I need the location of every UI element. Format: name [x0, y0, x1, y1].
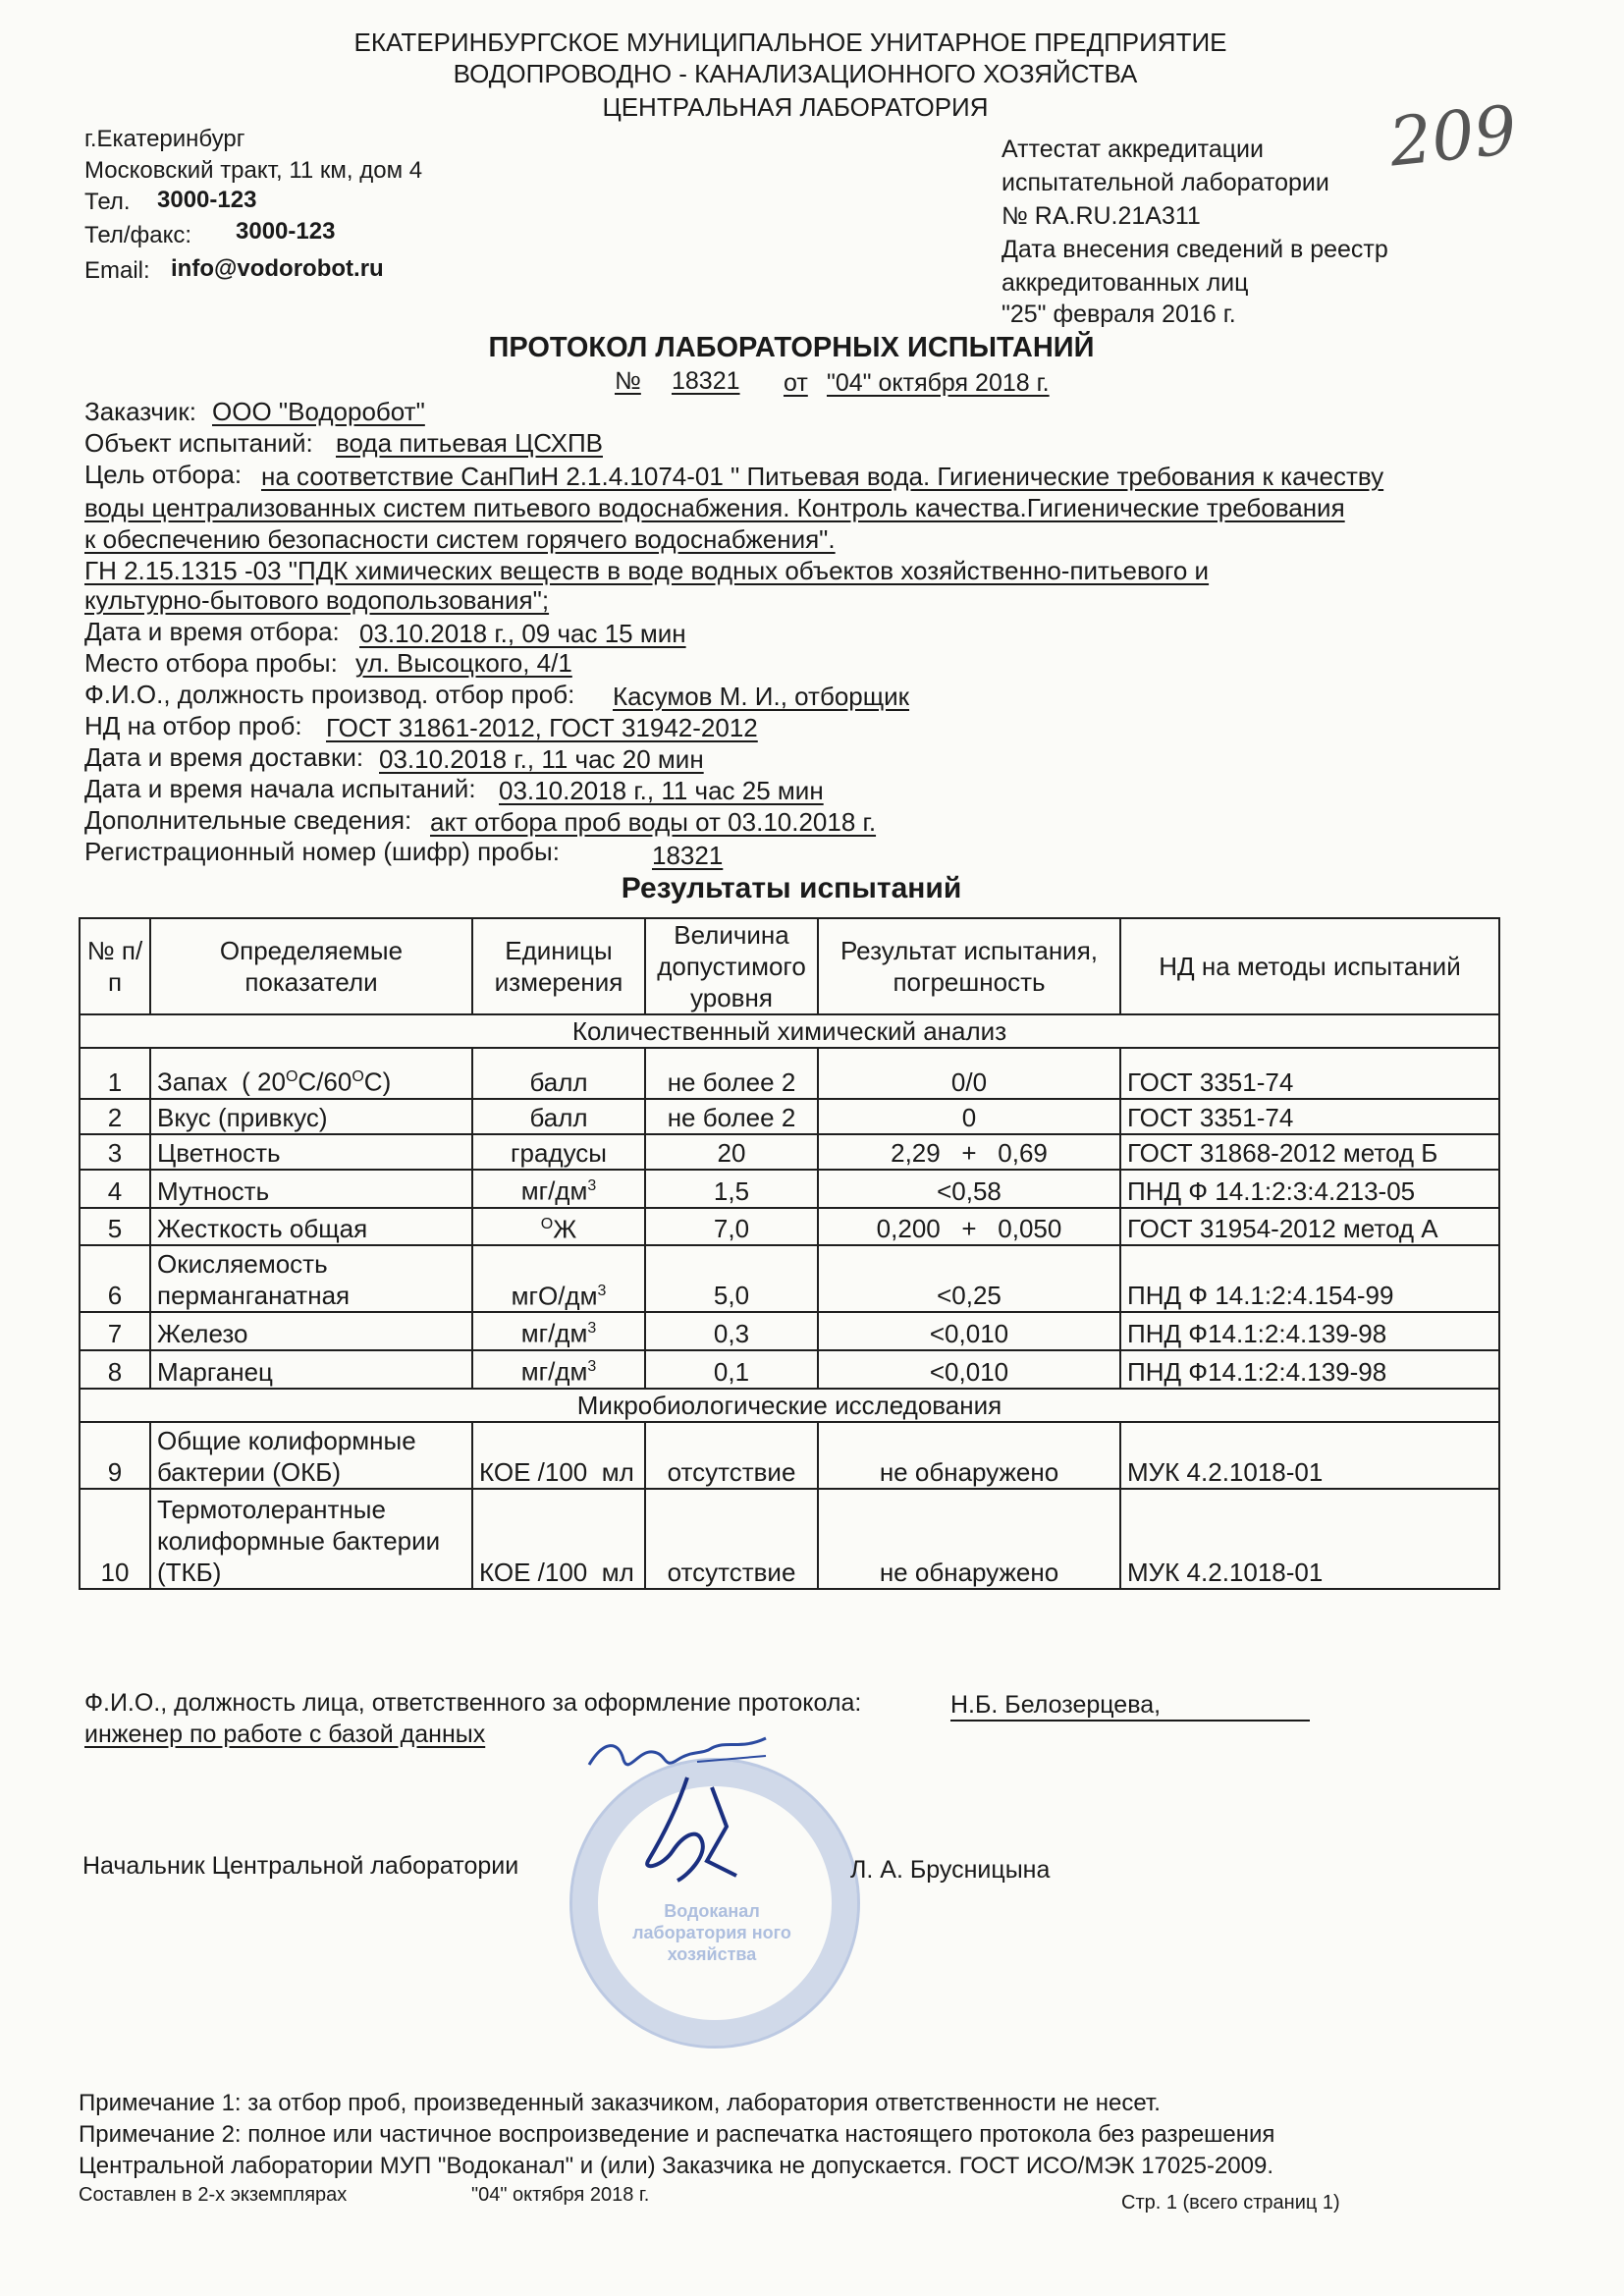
- indicator-line: Термотолерантные: [157, 1494, 386, 1524]
- nd-value: ГОСТ 31861-2012, ГОСТ 31942-2012: [326, 713, 758, 742]
- object-label: Объект испытаний:: [84, 428, 313, 458]
- indicator-text: Запах: [157, 1067, 228, 1097]
- header-limit: Величина допустимого уровня: [645, 918, 818, 1014]
- cell-method: ПНД Ф 14.1:2:4.154-99: [1120, 1245, 1499, 1312]
- cell-no: 1: [80, 1048, 150, 1099]
- header-method: НД на методы испытаний: [1120, 918, 1499, 1014]
- footer-date: "04" октября 2018 г.: [471, 2184, 650, 2206]
- purpose-line-4: ГН 2.15.1315 -03 "ПДК химических веществ в воде водных объектов хозяйственно-питьевого и: [84, 556, 1210, 585]
- contact-city: г.Екатеринбург: [84, 126, 245, 152]
- table-header-row: [80, 918, 1499, 1014]
- delivery-value: 03.10.2018 г., 11 час 20 мин: [379, 744, 704, 774]
- signature-head: [619, 1768, 766, 1905]
- table-row: [80, 1312, 1499, 1350]
- org-line-2: ВОДОПРОВОДНО - КАНАЛИЗАЦИОННОГО ХОЗЯЙСТВА: [453, 59, 1138, 88]
- cell-result: 0/0: [818, 1048, 1120, 1099]
- seal-stamp-text: Водоканал лаборатория ного хозяйства: [632, 1901, 791, 1964]
- place-value: ул. Высоцкого, 4/1: [355, 648, 572, 678]
- sampler-value: Касумов М. И., отборщик: [613, 682, 910, 711]
- purpose-line-1: на соответствие СанПиН 2.1.4.1074-01 " Питьевая вода. Гигиенические требования к качеству: [261, 462, 1384, 491]
- reg-label: Регистрационный номер (шифр) пробы:: [84, 837, 560, 866]
- responsible-position: инженер по работе с базой данных: [84, 1721, 486, 1748]
- unit-exponent: 3: [587, 1177, 597, 1194]
- indicator-line: колиформные бактерии: [157, 1525, 441, 1556]
- cell-limit: не более 2: [645, 1048, 818, 1099]
- cell-unit: [472, 1350, 645, 1389]
- table-row: [80, 1422, 1499, 1489]
- cell-unit: балл: [472, 1048, 645, 1099]
- cell-result: 0: [818, 1099, 1120, 1134]
- cell-indicator: [150, 1245, 472, 1312]
- indicator-line: Окисляемость: [157, 1249, 328, 1280]
- cell-limit: отсутствие: [645, 1422, 818, 1489]
- section-chemical: Количественный химический анализ: [80, 1014, 1499, 1048]
- unit-exponent: 3: [587, 1357, 597, 1375]
- cell-limit: 1,5: [645, 1170, 818, 1208]
- cell-result: <0,010: [818, 1312, 1120, 1350]
- indicator-line: перманганатная: [157, 1281, 351, 1311]
- cell-indicator: Вкус (привкус): [150, 1099, 472, 1134]
- cell-result: не обнаружено: [818, 1422, 1120, 1489]
- cell-limit: 0,1: [645, 1350, 818, 1389]
- customer-value: ООО "Водоробот": [212, 397, 425, 426]
- degree-sup: O: [352, 1068, 364, 1086]
- note-1: Примечание 1: за отбор проб, произведенный заказчиком, лаборатория ответственности не несет.: [79, 2090, 1161, 2116]
- results-title: Результаты испытаний: [621, 872, 962, 904]
- cell-unit: [472, 1170, 645, 1208]
- accreditation-line-2: испытательной лаборатории: [1001, 169, 1329, 196]
- test-start-label: Дата и время начала испытаний:: [84, 774, 476, 803]
- degree-sup: O: [285, 1068, 298, 1086]
- cell-unit: балл: [472, 1099, 645, 1134]
- cell-unit: градусы: [472, 1134, 645, 1170]
- place-label: Место отбора пробы:: [84, 648, 338, 678]
- org-line-1: ЕКАТЕРИНБУРГСКОЕ МУНИЦИПАЛЬНОЕ УНИТАРНОЕ ПРЕДПРИЯТИЕ: [353, 27, 1227, 57]
- nd-label: НД на отбор проб:: [84, 711, 302, 740]
- protocol-no-label: №: [615, 367, 641, 395]
- cell-method: ПНД Ф 14.1:2:3:4.213-05: [1120, 1170, 1499, 1208]
- delivery-label: Дата и время доставки:: [84, 742, 364, 772]
- sampling-dt-label: Дата и время отбора:: [84, 617, 340, 646]
- cell-method: ГОСТ 3351-74: [1120, 1048, 1499, 1099]
- protocol-number: 18321: [672, 367, 740, 395]
- protocol-title: ПРОТОКОЛ ЛАБОРАТОРНЫХ ИСПЫТАНИЙ: [488, 332, 1095, 363]
- protocol-date: "04" октября 2018 г.: [827, 369, 1050, 397]
- cell-unit: [472, 1208, 645, 1246]
- unit-text: мг/дм: [520, 1175, 588, 1206]
- responsible-name: Н.Б. Белозерцева,: [950, 1691, 1310, 1722]
- header-result: Результат испытания, погрешность: [818, 918, 1120, 1014]
- cell-method: ГОСТ 3351-74: [1120, 1099, 1499, 1134]
- table-row: [80, 1048, 1499, 1099]
- cell-no: 4: [80, 1170, 150, 1208]
- accreditation-line-4: Дата внесения сведений в реестр: [1001, 236, 1388, 263]
- table-row: [80, 1099, 1499, 1134]
- smell-temp-b: C/60: [298, 1067, 352, 1097]
- cell-unit: КОЕ /100 мл: [472, 1422, 645, 1489]
- cell-no: 5: [80, 1208, 150, 1246]
- results-table: [79, 917, 1500, 1590]
- accreditation-date: "25" февраля 2016 г.: [1001, 301, 1236, 328]
- contact-tel: 3000-123: [157, 187, 257, 213]
- note-2b: Центральной лаборатории МУП "Водоканал" и (или) Заказчика не допускается. ГОСТ ИСО/МЭК 17025-2009.: [79, 2153, 1273, 2179]
- cell-indicator: [150, 1422, 472, 1489]
- object-value: вода питьевая ЦСХПВ: [336, 428, 603, 458]
- note-2a: Примечание 2: полное или частичное воспроизведение и распечатка настоящего протокола без разрешения: [79, 2121, 1275, 2148]
- cell-indicator: Марганец: [150, 1350, 472, 1389]
- extra-value: акт отбора проб воды от 03.10.2018 г.: [430, 807, 877, 837]
- cell-method: МУК 4.2.1018-01: [1120, 1422, 1499, 1489]
- cell-no: 6: [80, 1245, 150, 1312]
- table-row: [80, 1350, 1499, 1389]
- extra-label: Дополнительные сведения:: [84, 805, 412, 835]
- purpose-line-5: культурно-бытового водопользования";: [84, 585, 550, 615]
- unit-text: Ж: [553, 1214, 577, 1244]
- cell-method: ГОСТ 31954-2012 метод А: [1120, 1208, 1499, 1246]
- cell-limit: не более 2: [645, 1099, 818, 1134]
- sampling-dt-value: 03.10.2018 г., 09 час 15 мин: [359, 619, 686, 648]
- sampler-label: Ф.И.О., должность производ. отбор проб:: [84, 680, 575, 709]
- table-row: [80, 1170, 1499, 1208]
- accreditation-line-1: Аттестат аккредитации: [1001, 136, 1264, 163]
- cell-limit: отсутствие: [645, 1489, 818, 1589]
- footer-page: Стр. 1 (всего страниц 1): [1121, 2192, 1340, 2214]
- unit-text: мг/дм: [520, 1356, 588, 1387]
- cell-unit: КОЕ /100 мл: [472, 1489, 645, 1589]
- cell-result: 2,29 + 0,69: [818, 1134, 1120, 1170]
- head-name: Л. А. Брусницына: [850, 1856, 1051, 1884]
- cell-method: МУК 4.2.1018-01: [1120, 1489, 1499, 1589]
- smell-temp-c: C): [363, 1067, 392, 1097]
- cell-unit: [472, 1245, 645, 1312]
- contact-fax: 3000-123: [236, 218, 336, 245]
- indicator-line: бактерии (ОКБ): [157, 1456, 341, 1487]
- unit-exponent: 3: [587, 1320, 597, 1338]
- cell-indicator: [150, 1489, 472, 1589]
- degree-sup: O: [540, 1215, 554, 1232]
- purpose-line-2: воды централизованных систем питьевого водоснабжения. Контроль качества.Гигиенические требования: [84, 493, 1345, 522]
- cell-method: ПНД Ф14.1:2:4.139-98: [1120, 1312, 1499, 1350]
- section-micro: Микробиологические исследования: [80, 1389, 1499, 1422]
- indicator-line: (ТКБ): [157, 1557, 222, 1587]
- handwritten-page-number: 209: [1385, 91, 1521, 183]
- accreditation-number: № RA.RU.21A311: [1001, 202, 1201, 230]
- cell-method: ГОСТ 31868-2012 метод Б: [1120, 1134, 1499, 1170]
- unit-text: мгО/дм: [511, 1281, 598, 1311]
- cell-no: 8: [80, 1350, 150, 1389]
- cell-limit: 20: [645, 1134, 818, 1170]
- org-line-3: ЦЕНТРАЛЬНАЯ ЛАБОРАТОРИЯ: [602, 92, 989, 122]
- contact-email[interactable]: info@vodorobot.ru: [171, 255, 384, 282]
- cell-indicator: [150, 1048, 472, 1099]
- cell-unit: [472, 1312, 645, 1350]
- cell-indicator: Цветность: [150, 1134, 472, 1170]
- contact-email-label: Email:: [84, 257, 150, 284]
- cell-no: 2: [80, 1099, 150, 1134]
- indicator-line: Общие колиформные: [157, 1425, 416, 1455]
- cell-result: не обнаружено: [818, 1489, 1120, 1589]
- contact-tel-label: Тел.: [84, 189, 131, 215]
- purpose-line-3: к обеспечению безопасности систем горячего водоснабжения".: [84, 524, 836, 554]
- section-row: [80, 1389, 1499, 1422]
- cell-no: 3: [80, 1134, 150, 1170]
- table-row: [80, 1134, 1499, 1170]
- table-row: [80, 1245, 1499, 1312]
- smell-temp-a: ( 20: [242, 1067, 286, 1097]
- cell-result: <0,25: [818, 1245, 1120, 1312]
- reg-value: 18321: [652, 841, 724, 870]
- cell-limit: 7,0: [645, 1208, 818, 1246]
- cell-result: <0,58: [818, 1170, 1120, 1208]
- header-indicator: Определяемые показатели: [150, 918, 472, 1014]
- accreditation-line-5: аккредитованных лиц: [1001, 269, 1249, 297]
- test-start-value: 03.10.2018 г., 11 час 25 мин: [499, 776, 824, 805]
- cell-result: <0,010: [818, 1350, 1120, 1389]
- cell-no: 10: [80, 1489, 150, 1589]
- section-row: [80, 1014, 1499, 1048]
- cell-result: 0,200 + 0,050: [818, 1208, 1120, 1246]
- cell-limit: 0,3: [645, 1312, 818, 1350]
- cell-indicator: Жесткость общая: [150, 1208, 472, 1246]
- cell-no: 7: [80, 1312, 150, 1350]
- protocol-from-label: от: [784, 369, 808, 397]
- table-row: [80, 1208, 1499, 1246]
- footer-copies: Составлен в 2-х экземплярах: [79, 2184, 348, 2206]
- head-label: Начальник Центральной лаборатории: [82, 1852, 519, 1880]
- responsible-label: Ф.И.О., должность лица, ответственного за оформление протокола:: [84, 1689, 862, 1717]
- cell-indicator: Железо: [150, 1312, 472, 1350]
- customer-label: Заказчик:: [84, 397, 197, 426]
- contact-fax-label: Тел/факс:: [84, 222, 192, 248]
- cell-indicator: Мутность: [150, 1170, 472, 1208]
- header-no: № п/п: [80, 918, 150, 1014]
- cell-limit: 5,0: [645, 1245, 818, 1312]
- contact-address: Московский тракт, 11 км, дом 4: [84, 157, 423, 184]
- cell-no: 9: [80, 1422, 150, 1489]
- purpose-label: Цель отбора:: [84, 460, 243, 489]
- cell-method: ПНД Ф14.1:2:4.139-98: [1120, 1350, 1499, 1389]
- table-row: [80, 1489, 1499, 1589]
- unit-text: мг/дм: [520, 1318, 588, 1348]
- unit-exponent: 3: [597, 1282, 607, 1299]
- header-unit: Единицы измерения: [472, 918, 645, 1014]
